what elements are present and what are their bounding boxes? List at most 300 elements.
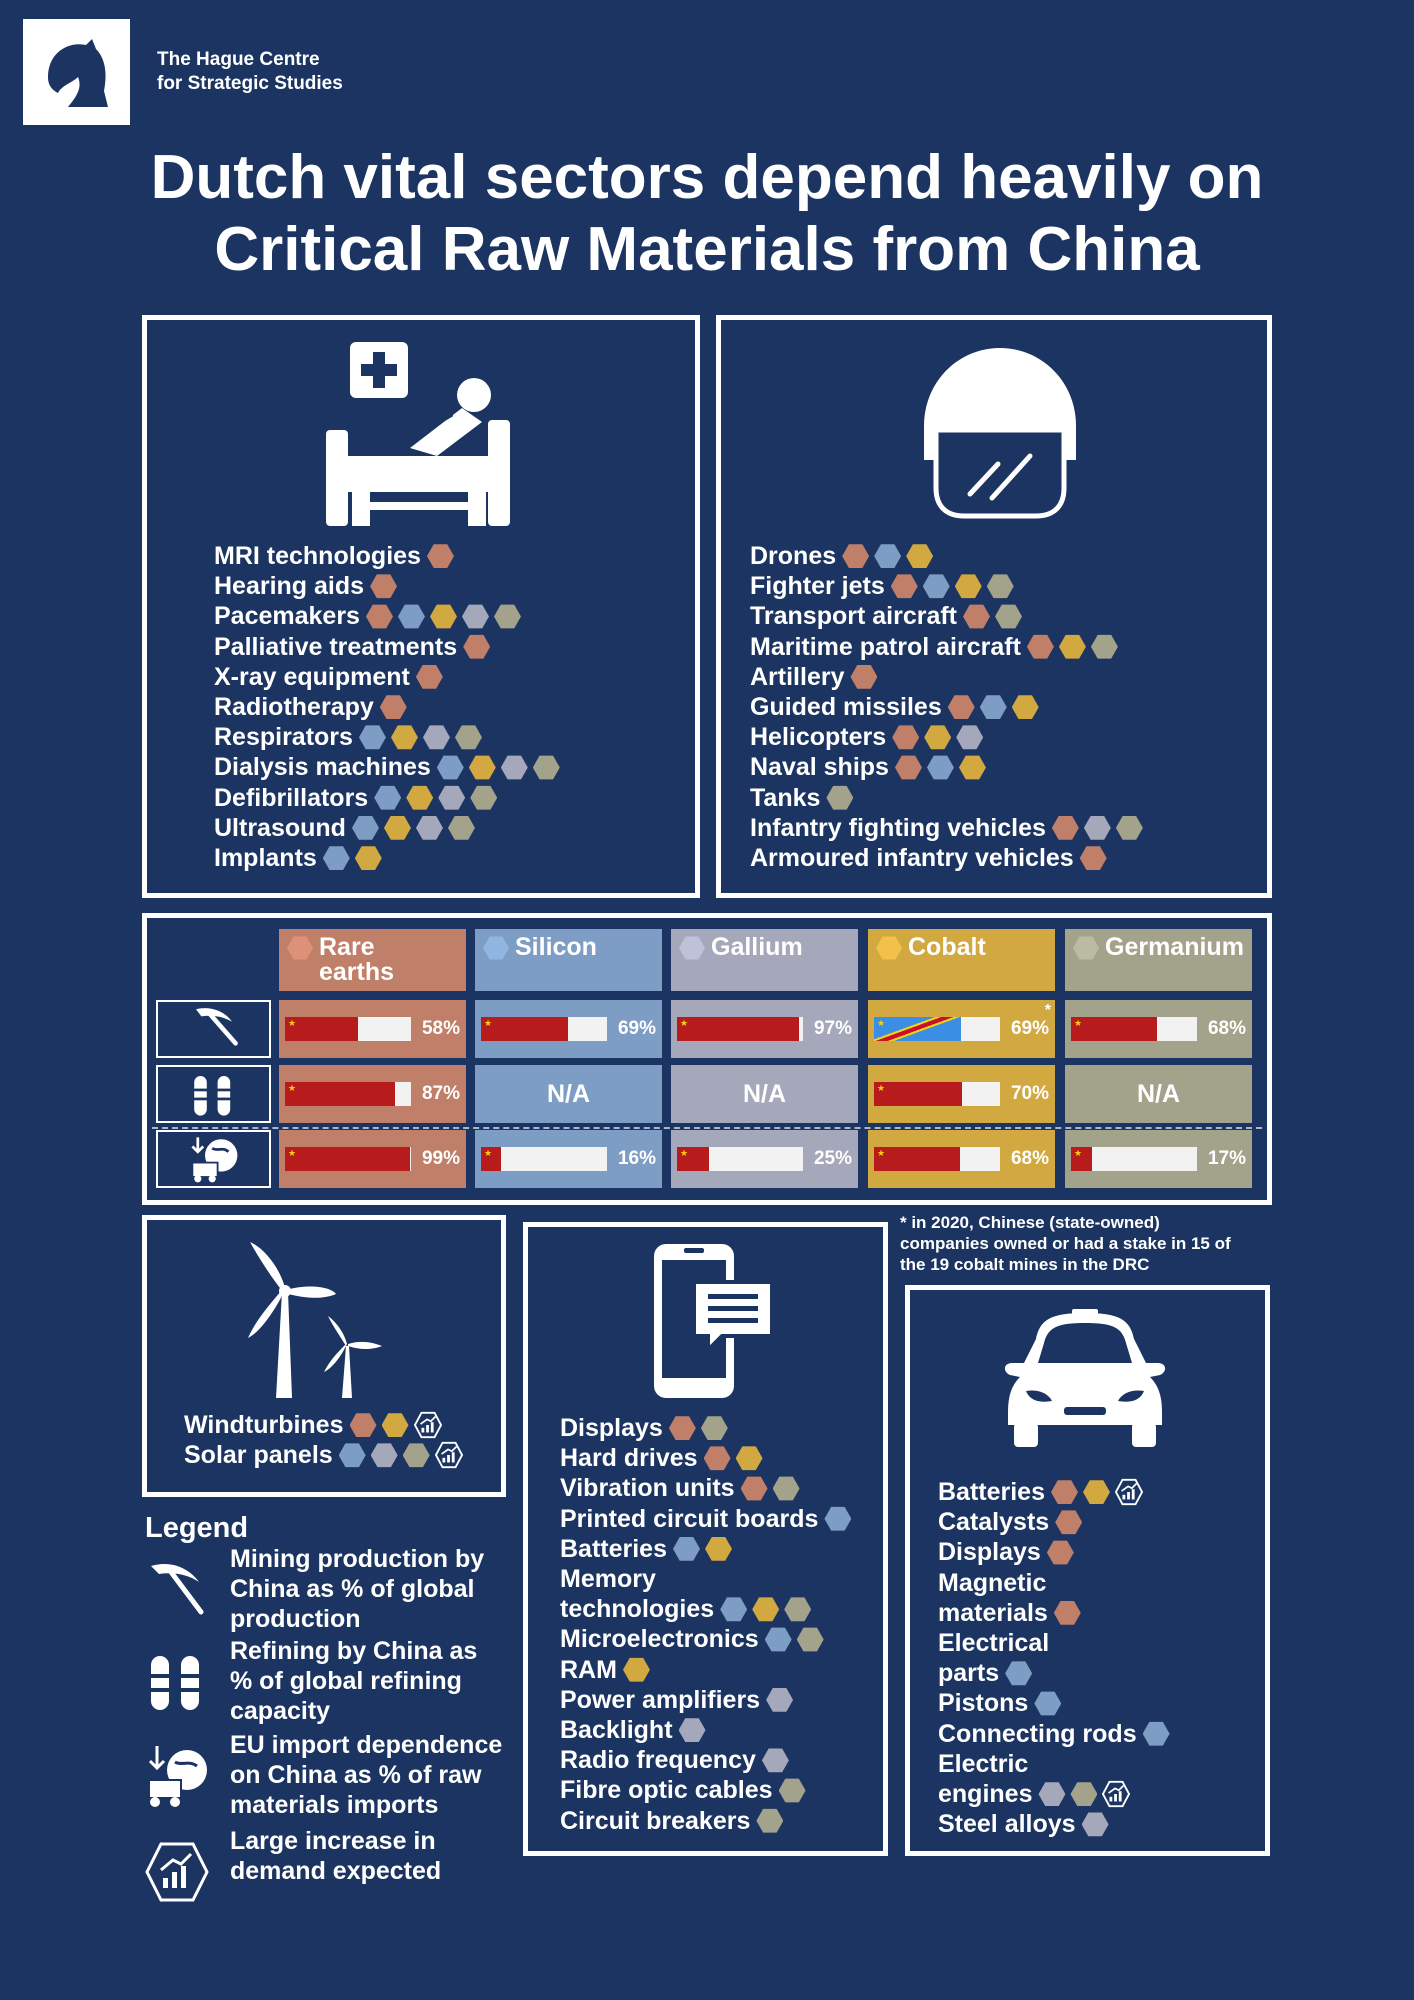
cobalt-hex-icon: [876, 935, 902, 961]
demand-increase-icon: [435, 1441, 463, 1469]
gallium-hex-icon: [1038, 1781, 1065, 1808]
list-item-label: Fibre optic cables: [560, 1776, 773, 1805]
germanium-hex-icon: [1091, 633, 1118, 660]
legend-item-line: capacity: [230, 1697, 331, 1725]
refinery-icon: [187, 1067, 241, 1121]
table-cell: [671, 1130, 858, 1188]
list-item: [938, 1507, 1170, 1537]
list-item-label: materials: [938, 1598, 1048, 1627]
china-flag-fill: [285, 1147, 410, 1171]
list-item-label: Radiotherapy: [214, 693, 374, 722]
list-item: [560, 1534, 851, 1564]
china-flag-fill: [285, 1017, 358, 1041]
material-markers: [762, 1747, 789, 1774]
share-bar: [1071, 1147, 1197, 1171]
table-cell: [868, 1065, 1055, 1123]
column-header-label: Silicon: [515, 933, 597, 961]
material-markers: [1082, 1811, 1109, 1838]
cobalt-hex-icon: [736, 1445, 763, 1472]
flag-star-icon: ★: [288, 1083, 297, 1093]
column-header-label: Cobalt: [908, 933, 986, 961]
gallium-hex-icon: [1082, 1811, 1109, 1838]
china-flag-fill: [874, 1147, 960, 1171]
row-header-refinery-icon: [156, 1065, 271, 1123]
list-item-label: technologies: [560, 1595, 715, 1624]
list-item: [560, 1594, 851, 1624]
cobalt-hex-icon: [355, 845, 382, 872]
table-cell: [1065, 1130, 1252, 1188]
germanium-hex-icon: [1116, 814, 1143, 841]
legend-item-line: demand expected: [230, 1857, 442, 1885]
share-bar: [677, 1147, 803, 1171]
gallium-hex-icon: [1084, 814, 1111, 841]
column-header-cobalt: [868, 929, 1055, 991]
flag-star-icon: ★: [484, 1148, 493, 1158]
material-markers: [1055, 1509, 1082, 1536]
table-cell: [475, 1000, 662, 1058]
material-markers: [720, 1596, 811, 1623]
demand-increase-icon: [1102, 1780, 1130, 1808]
cobalt-hex-icon: [382, 1412, 409, 1439]
rare-hex-icon: [1027, 633, 1054, 660]
list-item: [938, 1809, 1170, 1839]
list-item-label: Solar panels: [184, 1441, 333, 1470]
list-item-label: Backlight: [560, 1716, 673, 1745]
cobalt-hex-icon: [906, 543, 933, 570]
list-item: [214, 632, 560, 662]
china-flag-fill: [1071, 1147, 1092, 1171]
cobalt-hex-icon: [384, 814, 411, 841]
org-name-line2: for Strategic Studies: [157, 73, 343, 94]
refinery-icon: [143, 1648, 211, 1716]
share-percent: 58%: [421, 1018, 460, 1039]
list-item: [560, 1473, 851, 1503]
list-item: [560, 1745, 851, 1775]
list-item-label: Catalysts: [938, 1508, 1050, 1537]
list-item: [938, 1477, 1170, 1507]
silicon-hex-icon: [923, 573, 950, 600]
share-bar: [285, 1147, 411, 1171]
gallium-hex-icon: [679, 935, 705, 961]
column-header-label: Rare: [319, 933, 375, 961]
rare-hex-icon: [704, 1445, 731, 1472]
material-markers: [891, 573, 1014, 600]
list-item: [184, 1440, 463, 1470]
list-item: [750, 752, 1143, 782]
legend-item-label: [230, 1826, 530, 1886]
hospital-bed-icon: [322, 338, 522, 528]
list-item: [938, 1719, 1170, 1749]
column-header-label: Germanium: [1105, 933, 1244, 961]
silicon-hex-icon: [1005, 1660, 1032, 1687]
list-item: [938, 1779, 1170, 1809]
flag-star-icon: ★: [288, 1018, 297, 1028]
germanium-hex-icon: [494, 603, 521, 630]
footnote-marker: *: [1044, 1002, 1051, 1019]
list-item: [750, 843, 1143, 873]
legend-item-label: [230, 1730, 530, 1820]
list-item: [750, 692, 1143, 722]
list-item: [750, 601, 1143, 631]
silicon-hex-icon: [765, 1626, 792, 1653]
column-header-rare: [279, 929, 466, 991]
gallium-hex-icon: [438, 784, 465, 811]
material-markers: [963, 603, 1022, 630]
list-item-label: Tanks: [750, 783, 821, 812]
material-markers: [350, 1411, 442, 1439]
silicon-hex-icon: [359, 724, 386, 751]
cobalt-hex-icon: [1083, 1479, 1110, 1506]
rare-hex-icon: [463, 633, 490, 660]
material-markers: [1005, 1660, 1032, 1687]
share-percent: 87%: [421, 1083, 460, 1104]
energy-list: [184, 1410, 463, 1470]
health-list: [214, 541, 560, 873]
list-item: [750, 662, 1143, 692]
silicon-hex-icon: [673, 1535, 700, 1562]
material-markers: [766, 1686, 793, 1713]
rare-hex-icon: [741, 1475, 768, 1502]
list-item-label: Memory: [560, 1565, 656, 1594]
list-item-label: Power amplifiers: [560, 1685, 761, 1714]
rare-hex-icon: [370, 573, 397, 600]
pickaxe-icon: [187, 1002, 241, 1056]
defence-list: [750, 541, 1143, 873]
list-item: [214, 843, 560, 873]
column-header-label: Gallium: [711, 933, 803, 961]
material-markers: [1034, 1690, 1061, 1717]
material-markers: [427, 543, 454, 570]
material-markers: [339, 1441, 463, 1469]
share-bar: [874, 1082, 1000, 1106]
list-item-label: Steel alloys: [938, 1810, 1076, 1839]
list-item: [560, 1624, 851, 1654]
pickaxe-icon: [143, 1556, 211, 1624]
germanium-hex-icon: [470, 784, 497, 811]
demand-increase-icon: [1115, 1478, 1143, 1506]
list-item: [214, 571, 560, 601]
list-item: [750, 813, 1143, 843]
china-flag-fill: [285, 1082, 395, 1106]
germanium-hex-icon: [995, 603, 1022, 630]
list-item-label: Displays: [938, 1538, 1041, 1567]
share-bar: [874, 1147, 1000, 1171]
cobalt-footnote: [900, 1212, 1300, 1275]
list-item-label: Magnetic: [938, 1568, 1047, 1597]
rare-hex-icon: [380, 694, 407, 721]
list-item-label: Artillery: [750, 662, 845, 691]
list-item: [750, 722, 1143, 752]
import-icon: [143, 1742, 211, 1810]
share-percent: 69%: [1010, 1018, 1049, 1039]
list-item: [938, 1749, 1170, 1779]
table-cell: [1065, 1000, 1252, 1058]
list-item: [750, 541, 1143, 571]
list-item: [938, 1658, 1170, 1688]
legend-item-line: on China as % of raw: [230, 1761, 482, 1789]
legend-item-line: Large increase in: [230, 1827, 436, 1855]
china-flag-fill: [481, 1147, 501, 1171]
material-markers: [1052, 814, 1143, 841]
list-item-label: Pacemakers: [214, 602, 360, 631]
table-divider: [152, 1127, 1262, 1129]
legend-item-line: Mining production by: [230, 1545, 485, 1573]
table-cell: [475, 1130, 662, 1188]
material-markers: [1143, 1720, 1170, 1747]
row-header-import-icon: [156, 1130, 271, 1188]
china-flag-fill: [677, 1147, 709, 1171]
na-label: N/A: [1136, 1079, 1181, 1108]
gallium-hex-icon: [679, 1717, 706, 1744]
silicon-hex-icon: [1034, 1690, 1061, 1717]
list-item-label: Defibrillators: [214, 783, 369, 812]
share-percent: 17%: [1207, 1148, 1246, 1169]
material-markers: [1027, 633, 1118, 660]
cobalt-hex-icon: [469, 754, 496, 781]
list-item-label: Guided missiles: [750, 693, 942, 722]
list-item-label: Electrical: [938, 1629, 1050, 1658]
demand-increase-icon: [143, 1838, 211, 1906]
share-bar: [677, 1017, 803, 1041]
share-bar: [285, 1082, 411, 1106]
silicon-hex-icon: [374, 784, 401, 811]
list-item: [560, 1806, 851, 1836]
rare-hex-icon: [1054, 1599, 1081, 1626]
page-title: [0, 142, 1414, 286]
rare-hex-icon: [1055, 1509, 1082, 1536]
list-item: [214, 541, 560, 571]
germanium-hex-icon: [784, 1596, 811, 1623]
share-bar: [481, 1017, 607, 1041]
list-item: [938, 1688, 1170, 1718]
material-markers: [892, 724, 983, 751]
share-bar: [874, 1017, 1000, 1041]
legend-item-line: production: [230, 1605, 361, 1633]
silicon-hex-icon: [398, 603, 425, 630]
share-bar: [481, 1147, 607, 1171]
demand-increase-icon: [414, 1411, 442, 1439]
footnote-line2: companies owned or had a stake in 15 of: [900, 1234, 1231, 1253]
share-percent: 25%: [813, 1148, 852, 1169]
material-markers: [374, 784, 497, 811]
material-markers: [359, 724, 482, 751]
list-item-label: Respirators: [214, 723, 353, 752]
germanium-hex-icon: [756, 1807, 783, 1834]
table-cell: [1065, 1065, 1252, 1123]
title-line2: Critical Raw Materials from China: [214, 215, 1200, 284]
material-markers: [416, 663, 443, 690]
legend-item-label: [230, 1636, 530, 1726]
germanium-hex-icon: [701, 1415, 728, 1442]
share-percent: 97%: [813, 1018, 852, 1039]
list-item-label: Pistons: [938, 1689, 1029, 1718]
silicon-hex-icon: [339, 1442, 366, 1469]
list-item: [214, 783, 560, 813]
list-item-label: Palliative treatments: [214, 632, 458, 661]
org-name: [157, 48, 417, 96]
material-markers: [679, 1717, 706, 1744]
list-item: [938, 1537, 1170, 1567]
list-item: [560, 1685, 851, 1715]
material-markers: [1080, 845, 1107, 872]
list-item-label: Fighter jets: [750, 572, 885, 601]
material-markers: [756, 1807, 783, 1834]
share-percent: 16%: [617, 1148, 656, 1169]
list-item-label: parts: [938, 1659, 1000, 1688]
cobalt-hex-icon: [924, 724, 951, 751]
material-markers: [323, 845, 382, 872]
germanium-hex-icon: [403, 1442, 430, 1469]
logo: [23, 19, 130, 125]
flag-star-icon: ★: [484, 1018, 493, 1028]
material-markers: [352, 814, 475, 841]
material-markers: [669, 1415, 728, 1442]
drc-flag-fill: [874, 1017, 961, 1041]
legend-item-line: China as % of global: [230, 1575, 475, 1603]
wind-turbine-icon: [236, 1238, 386, 1398]
column-header-silicon: [475, 929, 662, 991]
gallium-hex-icon: [762, 1747, 789, 1774]
list-item-label: Vibration units: [560, 1474, 735, 1503]
list-item-label: Naval ships: [750, 753, 889, 782]
list-item: [214, 722, 560, 752]
gallium-hex-icon: [766, 1686, 793, 1713]
import-icon: [187, 1132, 241, 1186]
germanium-hex-icon: [773, 1475, 800, 1502]
column-header-label: earths: [319, 958, 395, 986]
title-line1: Dutch vital sectors depend heavily on: [150, 143, 1264, 212]
list-item-label: MRI technologies: [214, 542, 421, 570]
cobalt-hex-icon: [752, 1596, 779, 1623]
rare-hex-icon: [350, 1412, 377, 1439]
legend-item-line: Refining by China as: [230, 1637, 478, 1665]
silicon-hex-icon: [824, 1505, 851, 1532]
rare-hex-icon: [963, 603, 990, 630]
list-item: [560, 1413, 851, 1443]
legend-item-line: % of global refining: [230, 1667, 462, 1695]
list-item-label: Batteries: [938, 1478, 1045, 1506]
table-cell: [279, 1130, 466, 1188]
table-cell: [868, 1000, 1055, 1058]
germanium-hex-icon: [455, 724, 482, 751]
rare-hex-icon: [427, 543, 454, 570]
rare-hex-icon: [1047, 1539, 1074, 1566]
na-label: N/A: [546, 1079, 591, 1108]
share-percent: 68%: [1207, 1018, 1246, 1039]
list-item: [938, 1628, 1170, 1658]
rare-hex-icon: [895, 754, 922, 781]
share-bar: [285, 1017, 411, 1041]
rare-hex-icon: [416, 663, 443, 690]
list-item: [938, 1598, 1170, 1628]
list-item-label: Ultrasound: [214, 813, 346, 842]
helmet-icon: [920, 348, 1080, 520]
flag-star-icon: ★: [680, 1148, 689, 1158]
cobalt-hex-icon: [430, 603, 457, 630]
knight-logo-icon: [38, 33, 116, 111]
material-markers: [704, 1445, 763, 1472]
china-flag-fill: [874, 1082, 962, 1106]
cobalt-hex-icon: [705, 1535, 732, 1562]
material-markers: [366, 603, 521, 630]
table-cell: [671, 1065, 858, 1123]
china-flag-fill: [481, 1017, 568, 1041]
list-item: [184, 1410, 463, 1440]
list-item-label: Electric: [938, 1749, 1029, 1778]
germanium-hex-icon: [533, 754, 560, 781]
silicon-hex-icon: [720, 1596, 747, 1623]
material-markers: [948, 694, 1039, 721]
list-item: [214, 692, 560, 722]
list-item: [214, 752, 560, 782]
automotive-list: [938, 1477, 1170, 1839]
silicon-hex-icon: [437, 754, 464, 781]
material-markers: [741, 1475, 800, 1502]
legend-title: Legend: [145, 1512, 249, 1544]
silicon-hex-icon: [1143, 1720, 1170, 1747]
footnote-line1: * in 2020, Chinese (state-owned): [900, 1213, 1160, 1232]
rare-hex-icon: [892, 724, 919, 751]
rare-hex-icon: [842, 543, 869, 570]
material-markers: [437, 754, 560, 781]
legend-item-line: materials imports: [230, 1791, 439, 1819]
material-markers: [824, 1505, 851, 1532]
list-item-label: X-ray equipment: [214, 662, 410, 691]
material-markers: [623, 1656, 650, 1683]
rare-hex-icon: [1051, 1479, 1078, 1506]
share-percent: 70%: [1010, 1083, 1049, 1104]
gallium-hex-icon: [501, 754, 528, 781]
silicon-hex-icon: [323, 845, 350, 872]
cobalt-hex-icon: [406, 784, 433, 811]
cobalt-hex-icon: [1059, 633, 1086, 660]
gallium-hex-icon: [462, 603, 489, 630]
list-item-label: Microelectronics: [560, 1625, 759, 1654]
list-item: [560, 1504, 851, 1534]
gallium-hex-icon: [416, 814, 443, 841]
list-item: [560, 1443, 851, 1473]
material-markers: [1051, 1478, 1143, 1506]
material-markers: [1047, 1539, 1074, 1566]
list-item-label: Hard drives: [560, 1444, 698, 1473]
silicon-hex-icon: [352, 814, 379, 841]
column-header-gallium: [671, 929, 858, 991]
share-percent: 69%: [617, 1018, 656, 1039]
germanium-hex-icon: [987, 573, 1014, 600]
flag-star-icon: ★: [680, 1018, 689, 1028]
list-item: [560, 1564, 851, 1594]
rare-hex-icon: [850, 663, 877, 690]
material-markers: [826, 784, 853, 811]
column-header-germanium: [1065, 929, 1252, 991]
list-item-label: Armoured infantry vehicles: [750, 844, 1074, 873]
list-item-label: Implants: [214, 844, 317, 873]
gallium-hex-icon: [371, 1442, 398, 1469]
share-percent: 68%: [1010, 1148, 1049, 1169]
legend-item-label: [230, 1544, 530, 1634]
rare-hex-icon: [948, 694, 975, 721]
list-item-label: Dialysis machines: [214, 753, 431, 782]
table-cell: [671, 1000, 858, 1058]
list-item-label: RAM: [560, 1655, 617, 1684]
material-markers: [779, 1777, 806, 1804]
material-markers: [370, 573, 397, 600]
list-item: [214, 601, 560, 631]
cobalt-hex-icon: [1012, 694, 1039, 721]
cobalt-hex-icon: [391, 724, 418, 751]
material-markers: [380, 694, 407, 721]
flag-star-icon: ★: [288, 1148, 297, 1158]
